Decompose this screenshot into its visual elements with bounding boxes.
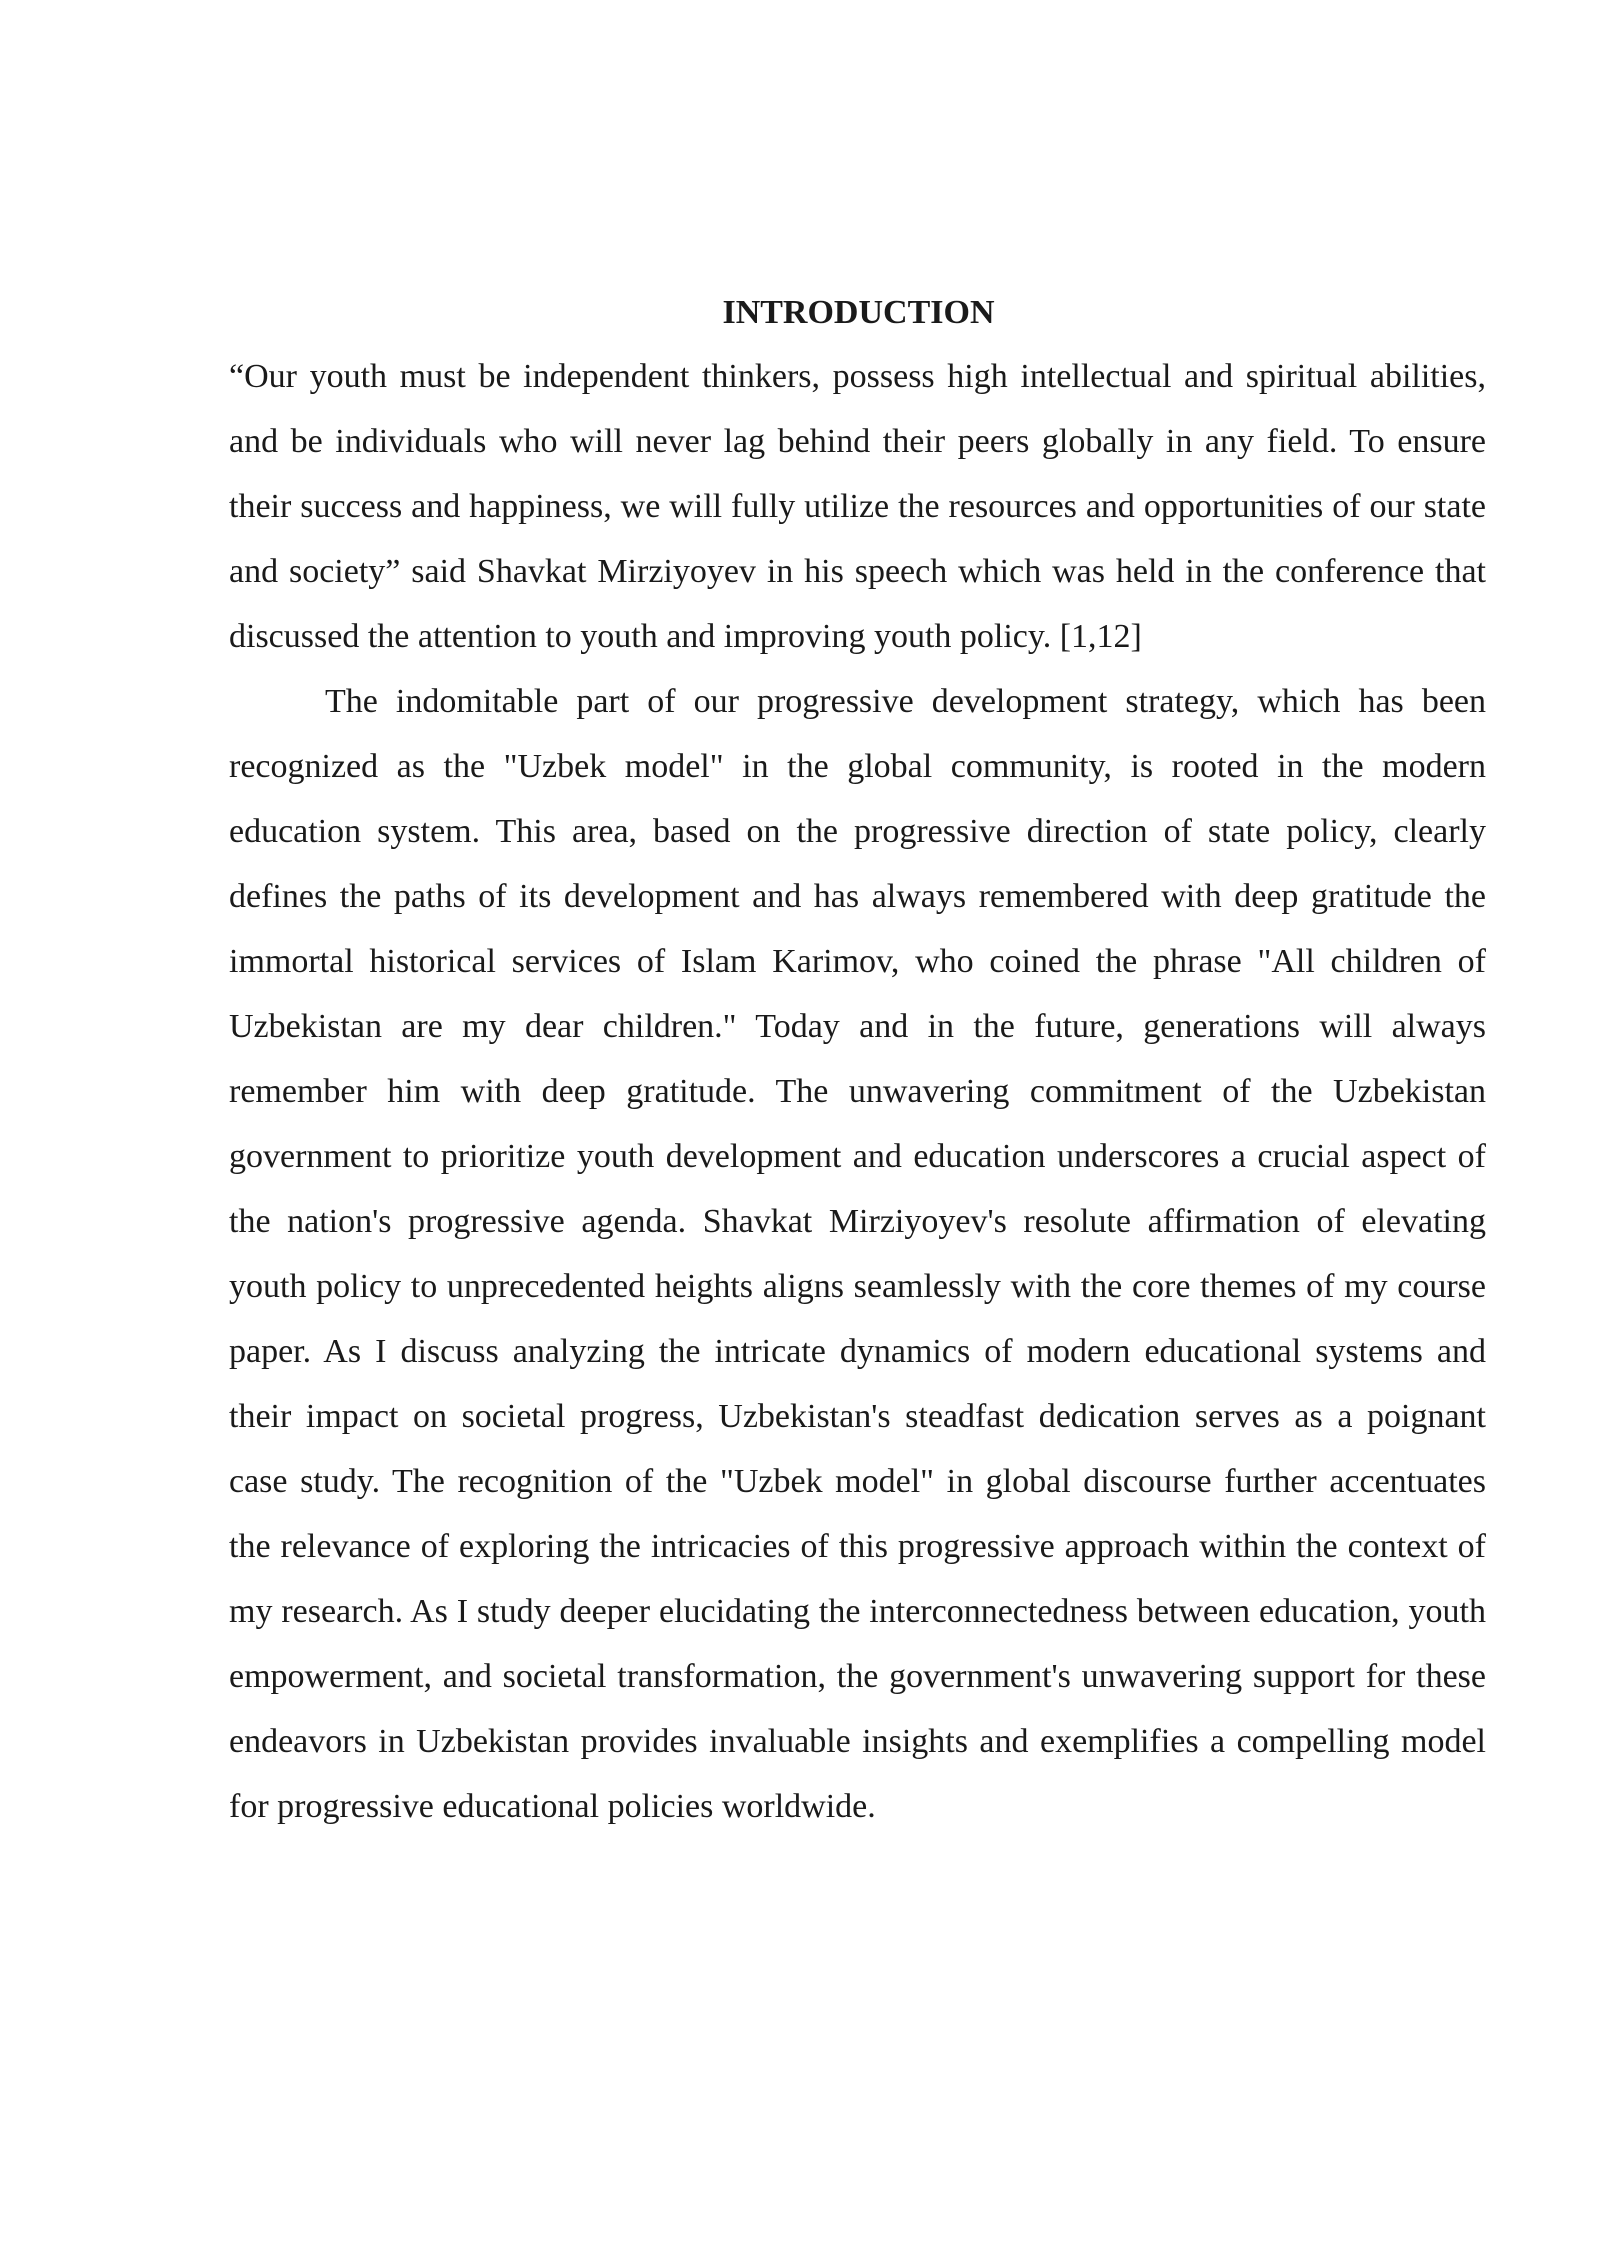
- section-title: INTRODUCTION: [722, 294, 995, 331]
- paragraph-quote: “Our youth must be independent thinkers, possess high intellectual and spiritual abilities, and be individuals who will never lag behind their peers globally in any field. To ensure their success and happiness, we will fully utilize the resources and opportunities of our state and society” said Shavkat Mirziyoyev in his speech which was held in the conference that discussed the attention to youth and improving youth policy. [1,12]: [229, 358, 1486, 655]
- paragraph-main: The indomitable part of our progressive development strategy, which has been recognized as the "Uzbek model" in the global community, is rooted in the modern education system. This area, based on the progressive direction of state policy, clearly defines the paths of its development and has always remembered with deep gratitude the immortal historical services of Islam Karimov, who coined the phrase "All children of Uzbekistan are my dear children." Today and in the future, generations will always remember him with deep gratitude. The unwavering commitment of the Uzbekistan government to prioritize youth development and education underscores a crucial aspect of the nation's progressive agenda. Shavkat Mirziyoyev's resolute affirmation of elevating youth policy to unprecedented heights aligns seamlessly with the core themes of my course paper. As I discuss analyzing the intricate dynamics of modern educational systems and their impact on societal progress, Uzbekistan's steadfast dedication serves as a poignant case study. The recognition of the "Uzbek model" in global discourse further accentuates the relevance of exploring the intricacies of this progressive approach within the context of my research. As I study deeper elucidating the interconnectedness between education, youth empowerment, and societal transformation, the government's unwavering support for these endeavors in Uzbekistan provides invaluable insights and exemplifies a compelling model for progressive educational policies worldwide.: [229, 683, 1486, 1825]
- document-body: [229, 285, 1486, 1839]
